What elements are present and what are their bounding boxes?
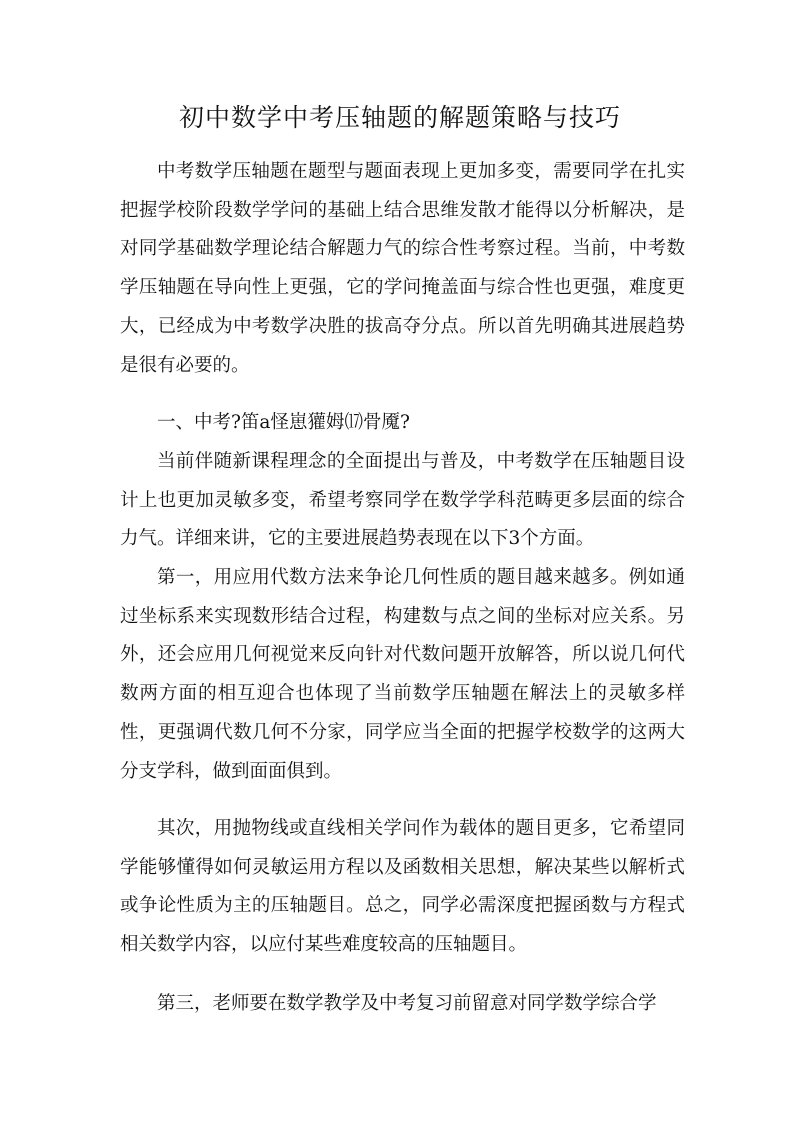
paragraph-intro: 中考数学压轴题在题型与题面表现上更加多变，需要同学在扎实把握学校阶段数学学问的基础上结合思维发散才能得以分析解决，是对同学基础数学理论结合解题力气的综合性考察过程。当前，中考数学压轴题在导向性上更强，它的学问掩盖面与综合性也更强，难度更大，已经成为中考数学决胜的拔高夺分点。所以首先明确其进展趋势是很有必要的。 bbox=[120, 161, 685, 376]
section-heading-1: 一、中考?笛а怪崽獾姆⒄骨魇? bbox=[157, 412, 410, 433]
paragraph-trend-overview: 当前伴随新课程理念的全面提出与普及，中考数学在压轴题目设计上也更加灵敏多变，希望考察同学在数学学科范畴更多层面的综合力气。详细来讲，它的主要进展趋势表现在以下3个方面。 bbox=[120, 451, 685, 550]
paragraph-third-point: 第三，老师要在数学教学及中考复习前留意对同学数学综合学 bbox=[157, 993, 657, 1014]
document-title: 初中数学中考压轴题的解题策略与技巧 bbox=[178, 103, 621, 132]
paragraph-second-point: 其次，用抛物线或直线相关学问作为载体的题目更多，它希望同学能够懂得如何灵敏运用方程以及函数相关思想，解决某些以解析式或争论性质为主的压轴题目。总之，同学必需深度把握函数与方程式相关数学内容，以应付某些难度较高的压轴题目。 bbox=[120, 818, 685, 956]
paragraph-first-point: 第一，用应用代数方法来争论几何性质的题目越来越多。例如通过坐标系来实现数形结合过程，构建数与点之间的坐标对应关系。另外，还会应用几何视觉来反向针对代数问题开放解答，所以说几何代数两方面的相互迎合也体现了当前数学压轴题在解法上的灵敏多样性，更强调代数几何不分家，同学应当全面的把握学校数学的这两大分支学科，做到面面俱到。 bbox=[120, 567, 685, 782]
